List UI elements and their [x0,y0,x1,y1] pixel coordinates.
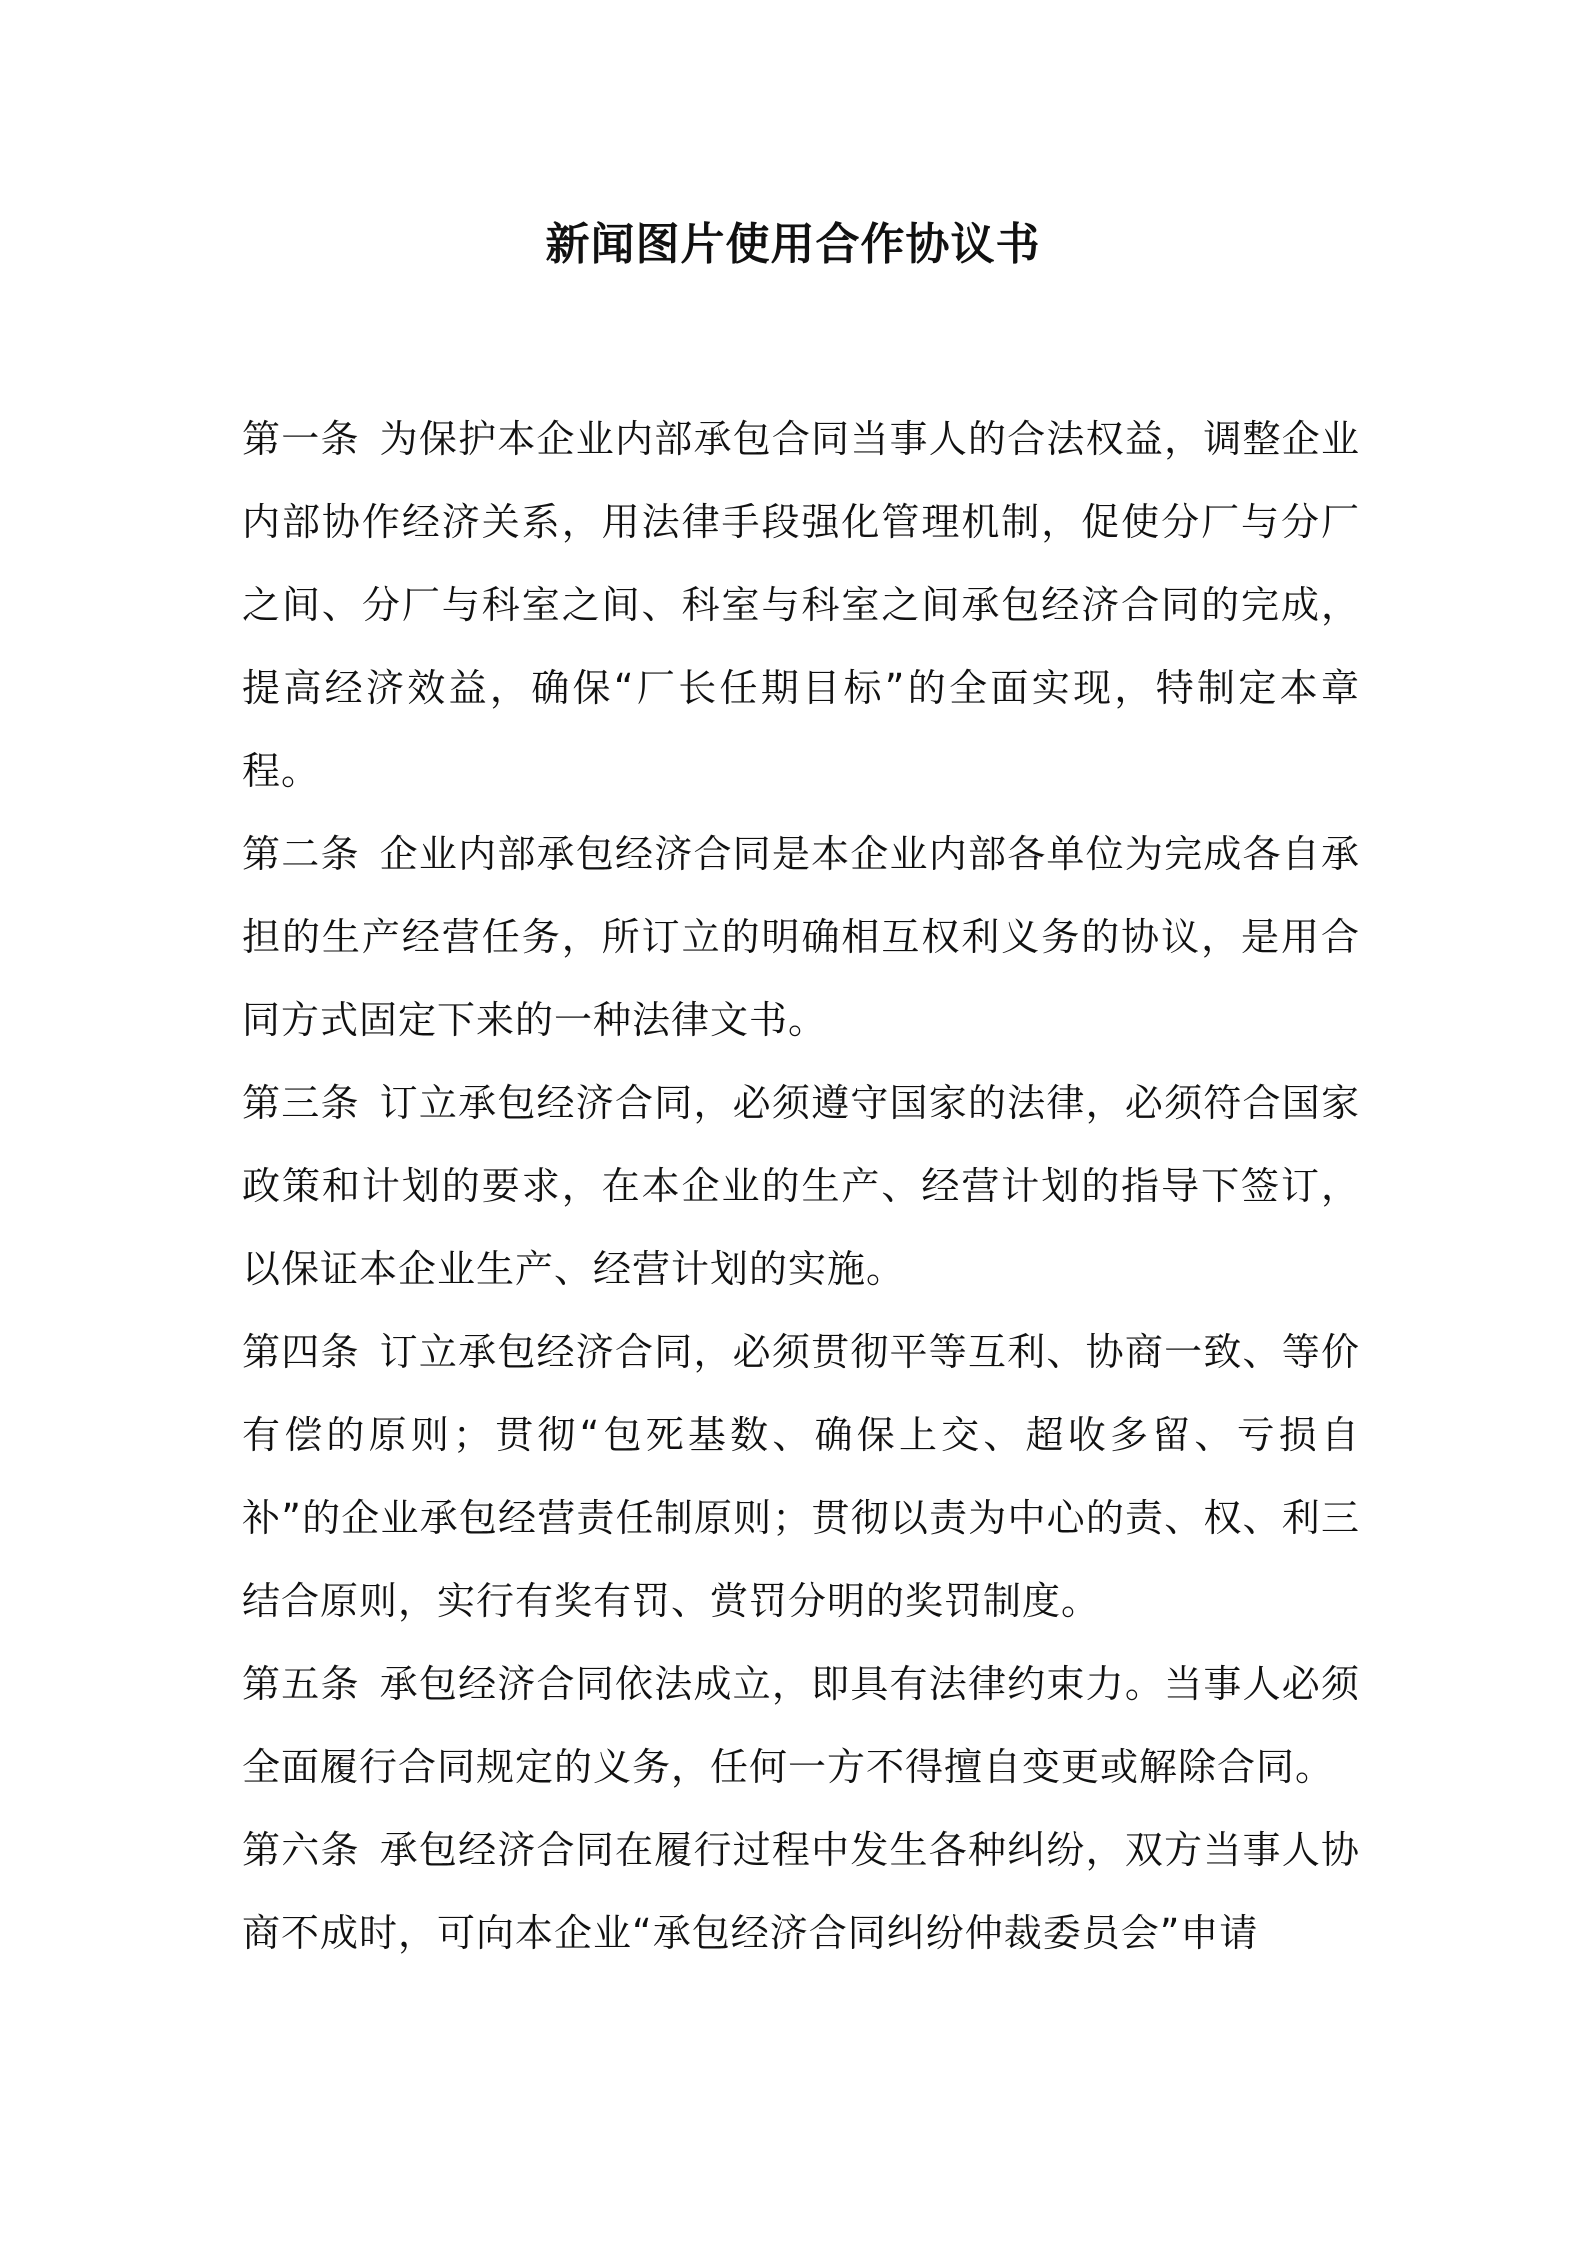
article-4 [242,1311,1360,1643]
article-number: 第三条 [242,1081,360,1125]
article-3 [242,1062,1360,1311]
article-2 [242,813,1360,1062]
article-text: 订立承包经济合同，必须遵守国家的法律，必须符合国家政策和计划的要求，在本企业的生产、经营计划的指导下签订，以保证本企业生产、经营计划的实施。 [242,1081,1360,1291]
document-body [242,398,1360,1975]
article-number: 第二条 [242,832,360,876]
article-text: 订立承包经济合同，必须贯彻平等互利、协商一致、等价有偿的原则；贯彻“包死基数、确保上交、超收多留、亏损自补”的企业承包经营责任制原则；贯彻以责为中心的责、权、利三结合原则，实行有奖有罚、赏罚分明的奖罚制度。 [242,1330,1360,1623]
document-title: 新闻图片使用合作协议书 [545,219,1041,270]
article-text: 为保护本企业内部承包合同当事人的合法权益，调整企业内部协作经济关系，用法律手段强化管理机制，促使分厂与分厂之间、分厂与科室之间、科室与科室之间承包经济合同的完成，提高经济效益，确保“厂长任期目标”的全面实现，特制定本章程。 [242,417,1360,793]
article-text: 企业内部承包经济合同是本企业内部各单位为完成各自承担的生产经营任务，所订立的明确相互权利义务的协议，是用合同方式固定下来的一种法律文书。 [242,832,1360,1042]
article-1 [242,398,1360,813]
article-number: 第四条 [242,1330,360,1374]
article-number: 第五条 [242,1662,360,1706]
article-number: 第一条 [242,417,360,461]
article-text: 承包经济合同依法成立，即具有法律约束力。当事人必须全面履行合同规定的义务，任何一方不得擅自变更或解除合同。 [242,1662,1360,1789]
article-5 [242,1643,1360,1809]
article-6 [242,1809,1360,1975]
article-number: 第六条 [242,1828,360,1872]
article-text: 承包经济合同在履行过程中发生各种纠纷，双方当事人协商不成时，可向本企业“承包经济合同纠纷仲裁委员会”申请 [242,1828,1360,1955]
